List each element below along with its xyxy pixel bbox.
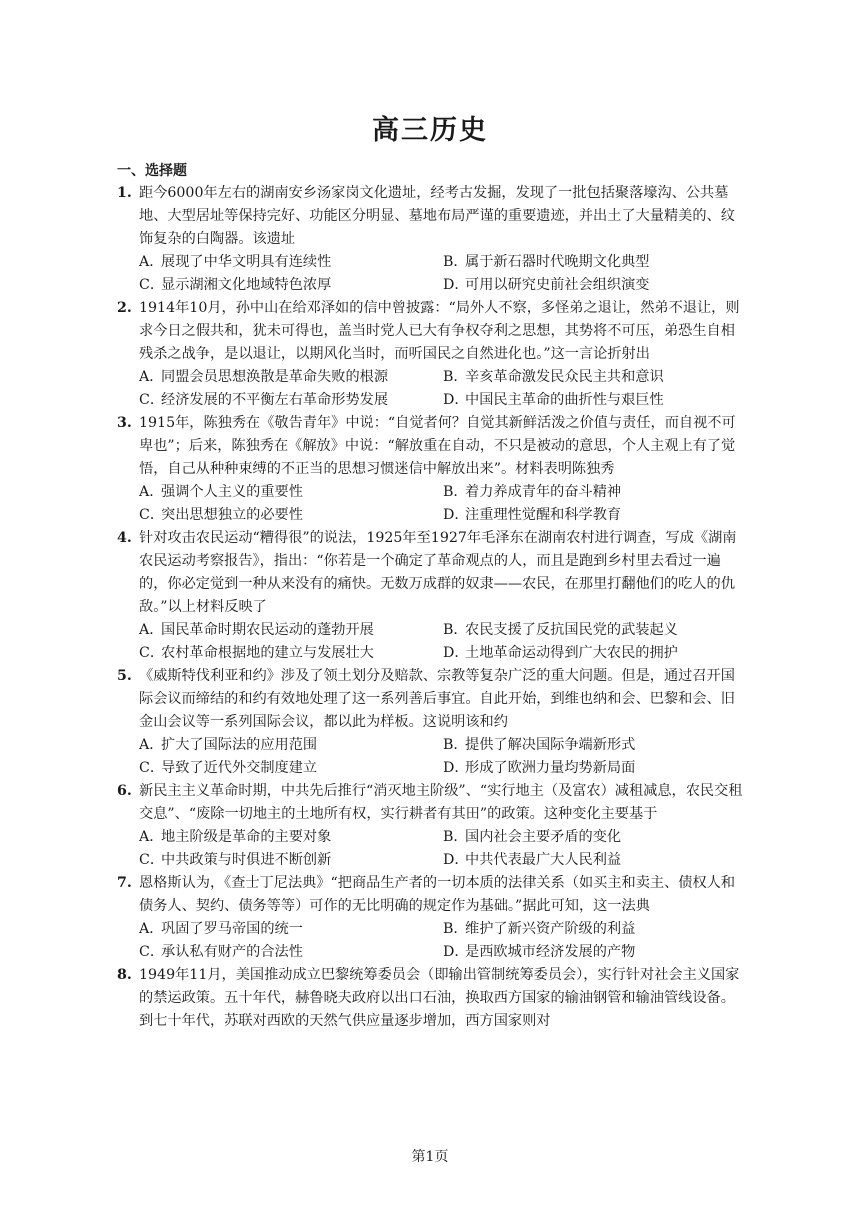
question-stem bbox=[117, 872, 747, 918]
option-d: D．形成了欧洲力量均势新局面 bbox=[443, 760, 636, 776]
question-7 bbox=[117, 872, 747, 964]
question-stem bbox=[117, 527, 747, 619]
question-3 bbox=[117, 412, 747, 527]
question-number: 6. bbox=[117, 783, 132, 799]
option-list bbox=[117, 734, 747, 780]
option-a: A．强调个人主义的重要性 bbox=[139, 484, 303, 500]
option-c: C．显示湖湘文化地域特色浓厚 bbox=[139, 277, 332, 293]
option-b: B．着力养成青年的奋斗精神 bbox=[443, 484, 622, 500]
question-number: 5. bbox=[117, 668, 132, 684]
question-list bbox=[117, 182, 747, 1033]
question-text: 1914年10月，孙中山在给邓泽如的信中曾披露：“局外人不察，多怪弟之退让，然弟不退让，则求今日之假共和，犹未可得也，盖当时党人已大有争权夺利之思想，其势将不可压，弟恐生自相残杀之战争，是以退让，以期风化当时，而听国民之自然进化也。”这一言论折射出 bbox=[139, 300, 740, 362]
option-c: C．导致了近代外交制度建立 bbox=[139, 760, 318, 776]
question-number: 1. bbox=[117, 185, 132, 201]
question-stem bbox=[117, 780, 747, 826]
question-text: 1949年11月，美国推动成立巴黎统筹委员会（即输出管制统筹委员会），实行针对社会主义国家的禁运政策。五十年代，赫鲁晓夫政府以出口石油，换取西方国家的输油钢管和输油管线设备。到七十年代，苏联对西欧的天然气供应量逐步增加，西方国家则对 bbox=[139, 967, 740, 1029]
question-text: 距今6000年左右的湖南安乡汤家岗文化遗址，经考古发掘，发现了一批包括聚落壕沟、公共墓地、大型居址等保持完好、功能区分明显、墓地布局严谨的重要遗迹，并出土了大量精美的、纹饰复杂的白陶器。该遗址 bbox=[139, 185, 735, 247]
question-number: 3. bbox=[117, 415, 132, 431]
question-stem bbox=[117, 297, 747, 366]
question-1 bbox=[117, 182, 747, 297]
option-a: A．扩大了国际法的应用范围 bbox=[139, 737, 318, 753]
question-text: 1915年，陈独秀在《敬告青年》中说：“自觉者何？自觉其新鲜活泼之价值与责任，而自视不可卑也”；后来，陈独秀在《解放》中说：“解放重在自动，不只是被动的意思，个人主观上有了觉悟，自己从种种束缚的不正当的思想习惯迷信中解放出来”。材料表明陈独秀 bbox=[139, 415, 736, 477]
question-stem bbox=[117, 412, 747, 481]
question-text: 新民主主义革命时期，中共先后推行“消灭地主阶级”、“实行地主（及富农）减租减息，农民交租交息”、“废除一切地主的土地所有权，实行耕者有其田”的政策。这种变化主要基于 bbox=[139, 783, 743, 822]
question-6 bbox=[117, 780, 747, 872]
option-c: C．承认私有财产的合法性 bbox=[139, 944, 303, 960]
option-c: C．农村革命根据地的建立与发展壮大 bbox=[139, 645, 374, 661]
section-heading: 一、选择题 bbox=[117, 163, 187, 179]
option-a: A．国民革命时期农民运动的蓬勃开展 bbox=[139, 622, 374, 638]
option-a: A．同盟会员思想涣散是革命失败的根源 bbox=[139, 369, 389, 385]
option-list bbox=[117, 918, 747, 964]
option-a: A．展现了中华文明具有连续性 bbox=[139, 254, 332, 270]
question-number: 2. bbox=[117, 300, 132, 316]
option-b: B．农民支援了反抗国民党的武装起义 bbox=[443, 622, 678, 638]
option-b: B．国内社会主要矛盾的变化 bbox=[443, 829, 622, 845]
option-list bbox=[117, 619, 747, 665]
question-4 bbox=[117, 527, 747, 665]
question-text: 《威斯特伐利亚和约》涉及了领土划分及赔款、宗教等复杂广泛的重大问题。但是，通过召开国际会议而缔结的和约有效地处理了这一系列善后事宜。自此开始，到维也纳和会、巴黎和会、旧金山会议等一系列国际会议，都以此为样板。这说明该和约 bbox=[139, 668, 735, 730]
option-d: D．可用以研究史前社会组织演变 bbox=[443, 277, 650, 293]
option-b: B．维护了新兴资产阶级的利益 bbox=[443, 921, 636, 937]
question-number: 4. bbox=[117, 530, 132, 546]
option-list bbox=[117, 481, 747, 527]
option-d: D．中共代表最广大人民利益 bbox=[443, 852, 622, 868]
question-text: 恩格斯认为，《查士丁尼法典》“把商品生产者的一切本质的法律关系（如买主和卖主、债权人和债务人、契约、债务等等）可作的无比明确的规定作为基础。”据此可知，这一法典 bbox=[139, 875, 736, 914]
option-d: D．中国民主革命的曲折性与艰巨性 bbox=[443, 392, 664, 408]
option-list bbox=[117, 826, 747, 872]
question-2 bbox=[117, 297, 747, 412]
question-text: 针对攻击农民运动“糟得很”的说法，1925年至1927年毛泽东在湖南农村进行调查，写成《湖南农民运动考察报告》，指出：“你若是一个确定了革命观点的人，而且是跑到乡村里去看过一遍的，你必定觉到一种从来没有的痛快。无数万成群的奴隶——农民，在那里打翻他们的吃人的仇敌。”以上材料反映了 bbox=[139, 530, 737, 615]
option-c: C．突出思想独立的必要性 bbox=[139, 507, 303, 523]
option-b: B．属于新石器时代晚期文化典型 bbox=[443, 254, 650, 270]
question-stem bbox=[117, 964, 747, 1033]
option-a: A．巩固了罗马帝国的统一 bbox=[139, 921, 303, 937]
option-list bbox=[117, 251, 747, 297]
option-b: B．提供了解决国际争端新形式 bbox=[443, 737, 636, 753]
page-number: 第1页 bbox=[411, 1149, 449, 1165]
question-number: 7. bbox=[117, 875, 132, 891]
option-d: D．注重理性觉醒和科学教育 bbox=[443, 507, 622, 523]
question-stem bbox=[117, 665, 747, 734]
option-c: C．经济发展的不平衡左右革命形势发展 bbox=[139, 392, 389, 408]
option-b: B．辛亥革命激发民众民主共和意识 bbox=[443, 369, 664, 385]
option-d: D．是西欧城市经济发展的产物 bbox=[443, 944, 636, 960]
question-5 bbox=[117, 665, 747, 780]
option-c: C．中共政策与时俱进不断创新 bbox=[139, 852, 332, 868]
option-a: A．地主阶级是革命的主要对象 bbox=[139, 829, 332, 845]
question-number: 8. bbox=[117, 967, 132, 983]
option-d: D．土地革命运动得到广大农民的拥护 bbox=[443, 645, 678, 661]
question-stem bbox=[117, 182, 747, 251]
option-list bbox=[117, 366, 747, 412]
page-title: 高三历史 bbox=[372, 115, 488, 146]
question-8 bbox=[117, 964, 747, 1033]
